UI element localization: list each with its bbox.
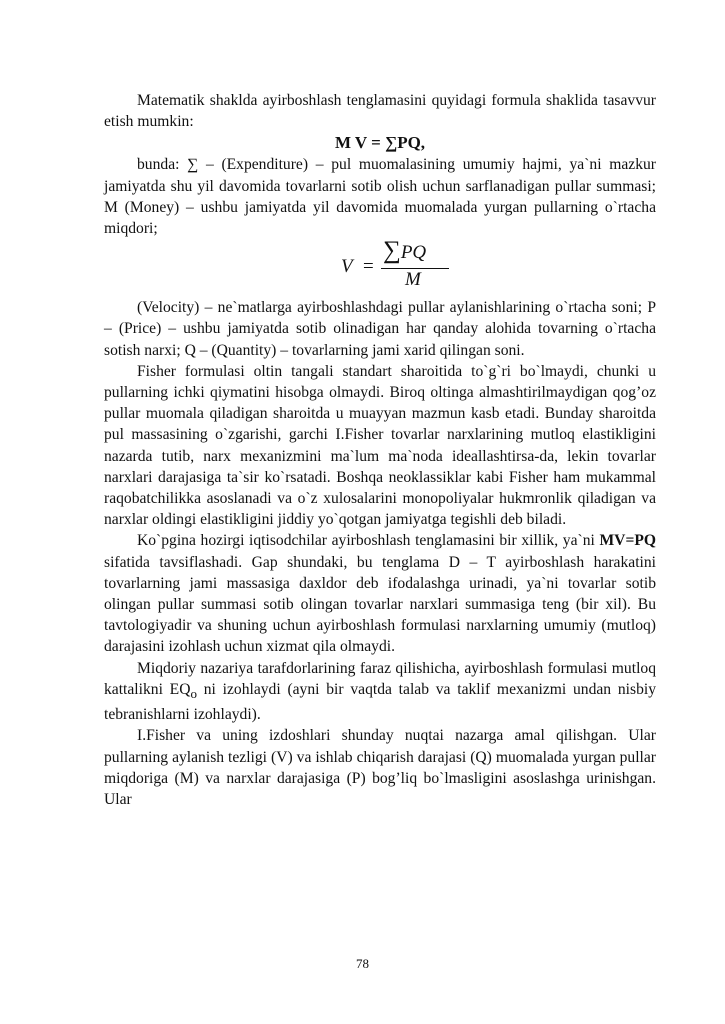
formula-numerator [383, 237, 427, 265]
velocity-formula [104, 237, 656, 292]
formula-denominator: M [405, 269, 421, 291]
text-span: Ko`pgina hozirgi iqtisodchilar ayirboshlash tenglamasini bir xillik, ya`ni [137, 532, 600, 550]
paragraph-quantity-theory [104, 658, 656, 726]
subscript: o [190, 685, 197, 701]
sigma-symbol: ∑ [383, 237, 401, 265]
paragraph-followers: I.Fisher va uning izdoshlari shunday nuqtai nazarga amal qilishgan. Ular pullarning aylanish tezligi (V) va ishlab chiqarish darajasi (Q) muomalada yurgan pullar miqdoriga (M) va narxlar darajasiga (P) bog’liq bo`lmasligini asoslashga urinishgan. Ular [104, 727, 656, 808]
formula-lhs: V [341, 256, 353, 278]
formula-equals: = [363, 256, 374, 278]
paragraph-fisher: Fisher formulasi oltin tangali standart sharoitida to`g`ri bo`lmaydi, chunki u pullarning ichki qiymatini hisobga olmaydi. Biroq oltinga almashtirilmaydigan qog’oz pullar muomala qiladigan sharoitda u muayyan mazmun kasb etadi. Bunday sharoitda pul massasining o`zgarishi, garchi I.Fisher tovarlar narxlarining mutloq elastikligini nazarda tutib, narx mexanizmini ma`lum ma`noda ideallashtirsa-da, lekin tovarlar narxlari darajasiga ta`sir ko`rsatadi. Boshqa neoklassiklar kabi Fisher ham mukammal raqobatchilikka asoslanadi va o`z xulosalarini monopoliyalar hukmronlik qiladigan va narxlar oldingi elastikligini jiddiy yo`qotgan jamiyatga tegishli deb biladi. [104, 362, 656, 529]
formula-numerator-text: PQ [400, 242, 427, 264]
text-span: Miqdoriy nazariya tarafdorlarining faraz qilishicha, ayirboshlash formulasi mutloq kattalikni EQ [104, 659, 656, 698]
text-span: sifatida tavsiflashadi. Gap shundaki, bu tenglama D – T ayirboshlash harakatini tovarlarning jami massasiga daxldor deb ifodalashga urinadi, ya`ni tovarlar sotib olingan pullar summasi sotib olingan tovarlar narxlari summasiga teng (bir xil). Bu tavtologiyadir va shuning uchun ayirboshlash formulasi narxlarning umumiy (mutloq) darajasini izohlash uchun xizmat qila olmaydi. [104, 553, 656, 656]
paragraph-intro: Matematik shaklda ayirboshlash tenglamasini quyidagi formula shaklida tasavvur etish mumkin: [104, 92, 656, 131]
paragraph-velocity: (Velocity) – ne`matlarga ayirboshlashdagi pullar aylanishlarining o`rtacha soni; P – (Price) – ushbu jamiyatda sotib olinadigan har qanday alohida tovarning o`rtacha sotish narxi; Q – (Quantity) – tovarlarning jami xarid qilingan soni. [104, 299, 656, 359]
equation-exchange: M V = ∑PQ, [334, 133, 426, 153]
page-number: 78 [356, 956, 369, 971]
document-page [104, 90, 656, 810]
text-span: ni izohlaydi (ayni bir vaqtda talab va taklif mexanizmi undan nisbiy tebranishlarni izohlaydi). [104, 680, 656, 724]
formula-fraction [341, 237, 481, 292]
bold-equation: MV=PQ [599, 532, 656, 550]
paragraph-definitions: bunda: ∑ – (Expenditure) – pul muomalasining umumiy hajmi, ya`ni mazkur jamiyatda shu yil davomida tovarlarni sotib olish uchun sarflanadigan pullar summasi; M (Money) – ushbu jamiyatda yil davomida muomalada yurgan pullarning o`rtacha miqdori; [104, 156, 656, 238]
paragraph-economists [104, 530, 656, 657]
